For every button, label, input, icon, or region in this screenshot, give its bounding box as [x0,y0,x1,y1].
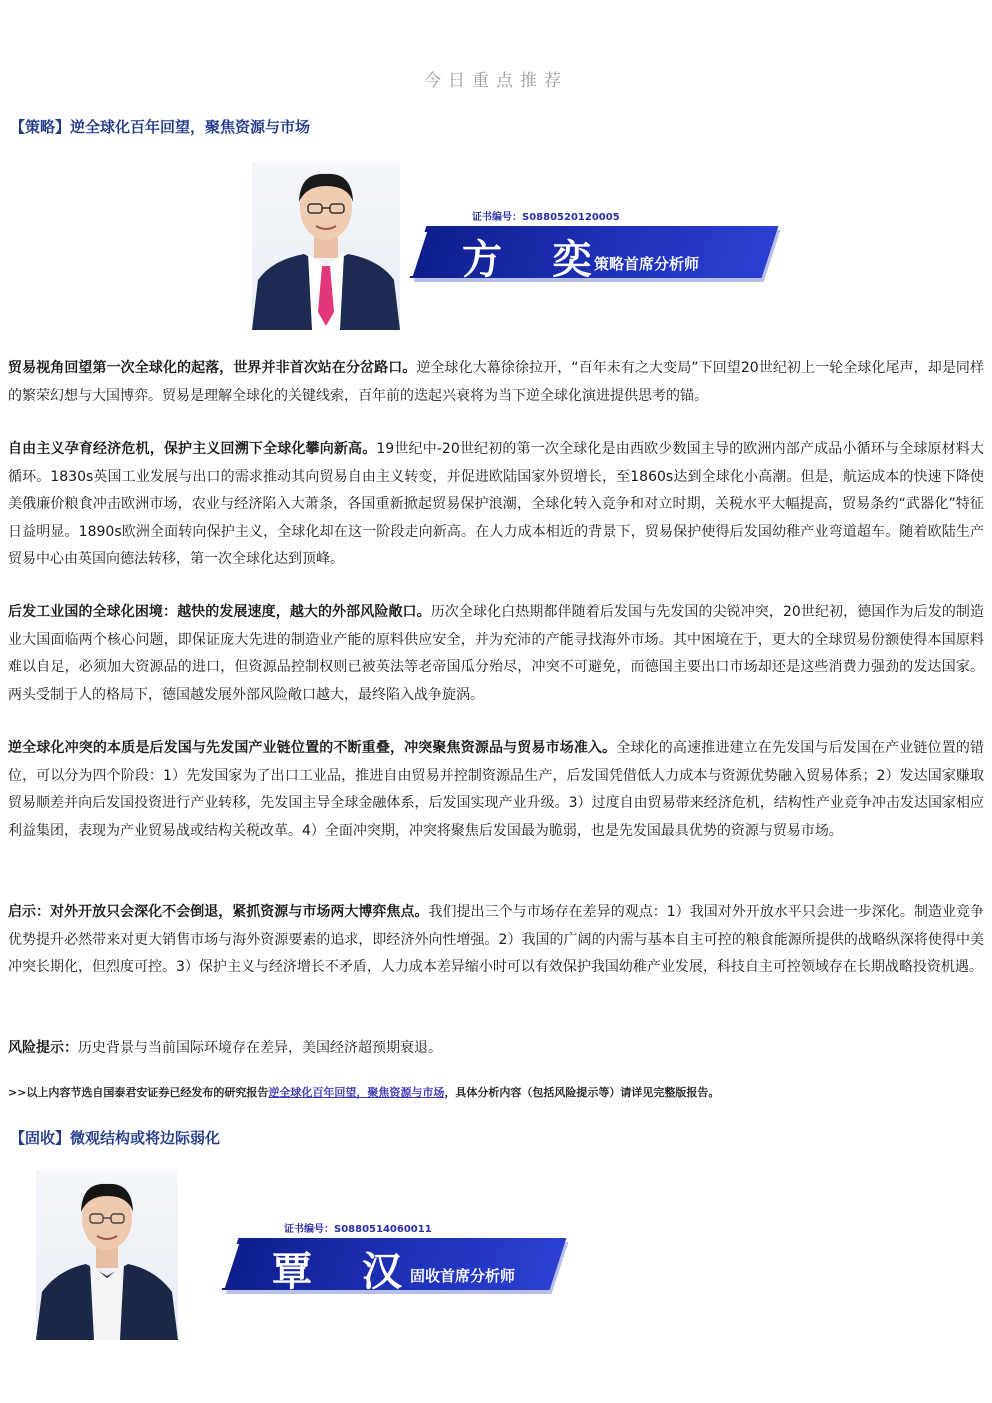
paragraph-body: 逆全球化大幕徐徐拉开，“百年未有之大变局”下回望20世纪初上一轮全球化尾声，却是同样的繁荣幻想与大国博弈。贸易是理解全球化的关键线索，百年前的迭起兴衰将为当下逆全球化演进提供思考的锚。 [8,360,984,404]
paragraph-lead: 贸易视角回望第一次全球化的起落，世界并非首次站在分岔路口。 [8,360,417,376]
analyst-cert-number: 证书编号：S0880520120005 [472,212,620,223]
page-header-title: 今日重点推荐 [424,71,568,91]
report-link[interactable]: 逆全球化百年回望，聚焦资源与市场 [268,1086,445,1099]
note-prefix: >>以上内容节选自国泰君安证券已经发布的研究报告 [8,1086,269,1099]
section-title-strategy: 【策略】逆全球化百年回望，聚焦资源与市场 [10,118,311,136]
paragraph-body: 历史背景与当前国际环境存在差异，美国经济超预期衰退。 [78,1040,442,1056]
paragraph-lead: 启示：对外开放只会深化不会倒退，紧抓资源与市场两大博弈焦点。 [8,904,429,920]
paragraph-lead: 后发工业国的全球化困境：越快的发展速度，越大的外部风险敞口。 [8,604,431,620]
analyst-cert-number: 证书编号：S0880514060011 [284,1224,432,1235]
note-suffix: ，具体分析内容（包括风险提示等）请详见完整版报告。 [444,1086,720,1099]
paragraph-lead: 风险提示： [8,1040,78,1056]
analyst-name: 覃 汉 [272,1249,420,1295]
paragraph-2 [8,436,984,574]
paragraph-body: 历次全球化白热期都伴随着后发国与先发国的尖锐冲突，20世纪初，德国作为后发的制造业大国面临两个核心问题，即保证庞大先进的制造业产能的原料供应安全，并为充沛的产能寻找海外市场。其中困境在于，更大的全球贸易份额使得本国原料难以自足，必须加大资源品的进口，但资源品控制权则已被英法等老帝国瓜分殆尽，冲突不可避免，而德国主要出口市场却还是这些消费力强劲的发达国家。两头受制于人的格局下，德国越发展外部风险敞口越大，最终陷入战争旋涡。 [8,604,985,703]
analyst-role: 策略首席分析师 [594,255,700,273]
paragraph-body: 全球化的高速推进建立在先发国与后发国在产业链位置的错位，可以分为四个阶段：1）先发国家为了出口工业品，推进自由贸易并控制资源品生产，后发国凭借低人力成本与资源优势融入贸易体系；2）发达国家赚取贸易顺差并向后发国投资进行产业转移，先发国主导全球金融体系，后发国实现产业升级。3）过度自由贸易带来经济危机，结构性产业竞争冲击发达国家相应利益集团，表现为产业贸易战或结构关税改革。4）全面冲突期，冲突将聚焦后发国最为脆弱，也是先发国最具优势的资源与贸易市场。 [8,740,985,839]
paragraph-5 [8,899,984,982]
paragraph-body: 19世纪中-20世纪初的第一次全球化是由西欧少数国主导的欧洲内部产成品小循环与全球原材料大循环。1830s英国工业发展与出口的需求推动其向贸易自由主义转变，并促进欧陆国家外贸增长，至1860s达到全球化小高潮。但是，航运成本的快速下降使美俄廉价粮食冲击欧洲市场，农业与经济陷入大萧条，各国重新掀起贸易保护浪潮，全球化转入竞争和对立时期，关税水平大幅提高，贸易条约“武器化”特征日益明显。1890s欧洲全面转向保护主义，全球化却在这一阶段走向新高。在人力成本相近的背景下，贸易保护使得后发国幼稚产业弯道超车。随着欧陆生产贸易中心由英国向德法转移，第一次全球化达到顶峰。 [8,441,984,567]
report-source-note [8,1084,988,1100]
paragraph-body: 我们提出三个与市场存在差异的观点：1）我国对外开放水平只会进一步深化。制造业竞争优势提升必然带来对更大销售市场与海外资源要素的追求，即经济外向性增强。2）我国的广阔的内需与基本自主可控的粮食能源所提供的战略纵深将使得中美冲突长期化，但烈度可控。3）保护主义与经济增长不矛盾，人力成本差异缩小时可以有效保护我国幼稚产业发展，科技自主可控领域存在长期战略投资机遇。 [8,904,985,975]
analyst-photo [252,162,400,330]
paragraph-lead: 自由主义孕育经济危机，保护主义回溯下全球化攀向新高。 [8,441,377,457]
analyst-role: 固收首席分析师 [410,1267,516,1285]
paragraph-lead: 逆全球化冲突的本质是后发国与先发国产业链位置的不断重叠，冲突聚焦资源品与贸易市场准入。 [8,740,617,756]
paragraph-4 [8,735,984,845]
analyst-portrait-icon [252,162,400,330]
paragraph-1 [8,355,984,410]
analyst-name: 方 奕 [462,237,610,283]
section-title-fixed-income: 【固收】微观结构或将边际弱化 [10,1129,221,1147]
paragraph-risk [8,1035,984,1063]
paragraph-3 [8,599,984,709]
analyst-portrait-icon [36,1170,178,1340]
analyst-photo [36,1170,178,1340]
